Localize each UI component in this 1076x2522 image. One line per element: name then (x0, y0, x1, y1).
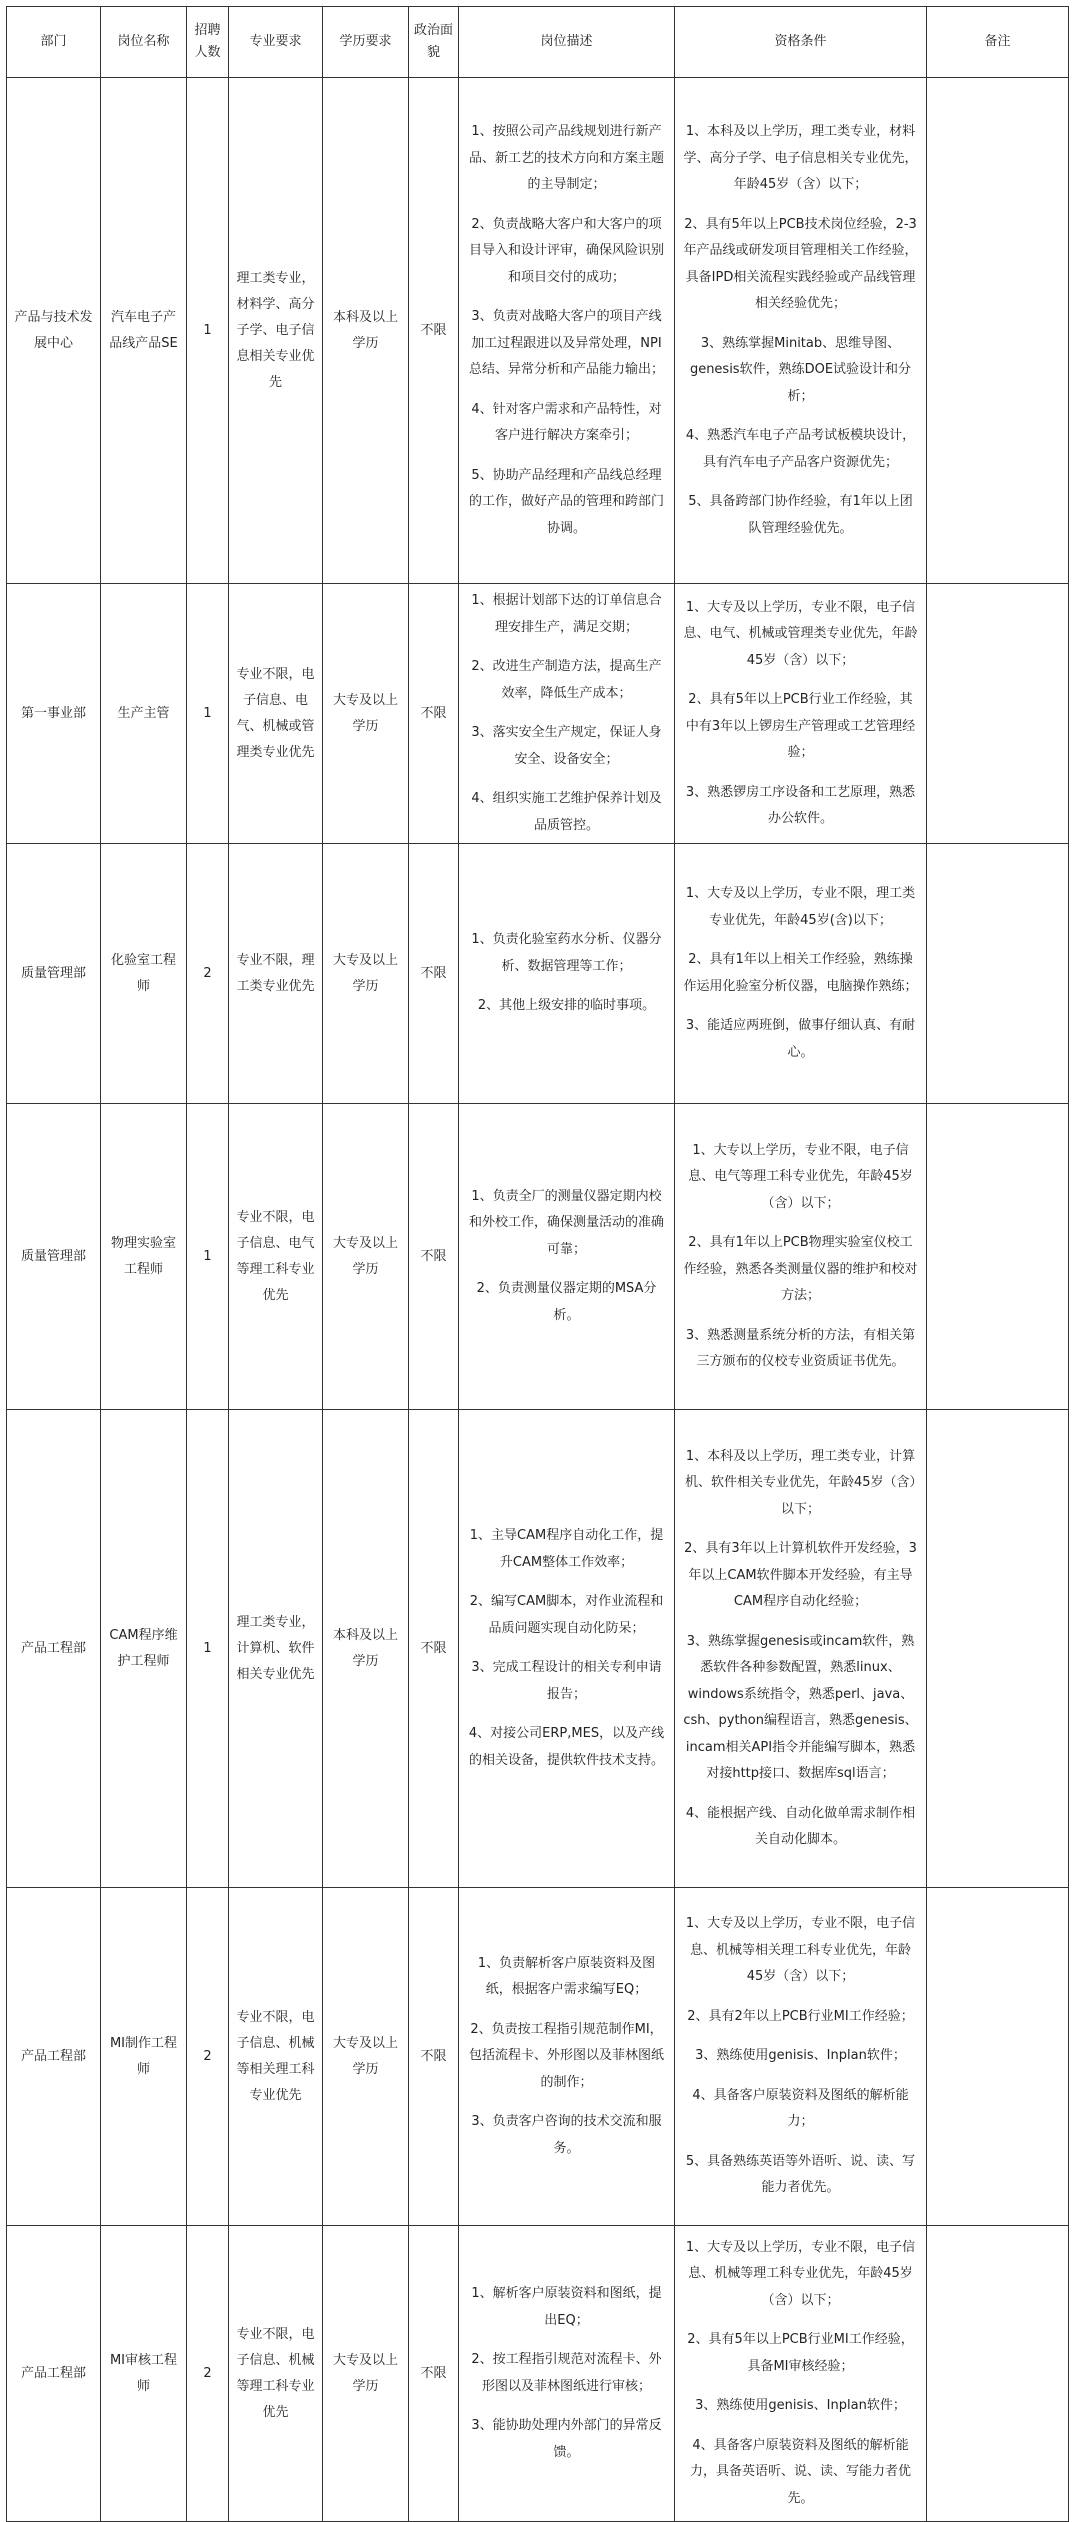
qualification-item: 1、大专及以上学历，专业不限，理工类专业优先，年龄45岁(含)以下； (685, 886, 916, 928)
political-cell: 不限 (409, 1410, 459, 1888)
description-cell (459, 1104, 675, 1410)
qualification-item: 1、大专以上学历，专业不限，电子信息、电气等理工科专业优先，年龄45岁（含）以下； (688, 1142, 913, 1211)
qualification-item: 4、熟悉汽车电子产品考试板模块设计，具有汽车电子产品客户资源优先； (685, 428, 916, 470)
description-item: 1、负责解析客户原装资料及图纸，根据客户需求编写EQ； (477, 1955, 656, 1998)
description-item: 2、负责测量仪器定期的MSA分析。 (476, 1281, 657, 1323)
description-item: 4、针对客户需求和产品特性，对客户进行解决方案牵引； (471, 401, 662, 443)
qualification-item: 3、能适应两班倒，做事仔细认真、有耐心。 (685, 1018, 916, 1060)
description-item: 2、编写CAM脚本，对作业流程和品质问题实现自动化防呆； (469, 1594, 664, 1636)
qualification-item: 1、大专及以上学历，专业不限，电子信息、机械等理工科专业优先，年龄45岁（含）以下； (685, 2239, 916, 2308)
position-cell: 化验室工程师 (101, 844, 187, 1104)
description-item: 4、组织实施工艺维护保养计划及品质管控。 (471, 791, 662, 833)
description-item: 3、负责对战略大客户的项目产线加工过程跟进以及异常处理，NPI总结、异常分析和产品能力输出； (468, 309, 664, 377)
remarks-cell (927, 1104, 1069, 1410)
header-education: 学历要求 (323, 7, 409, 78)
position-cell: MI制作工程师 (101, 1888, 187, 2226)
major-cell: 理工类专业，材料学、高分子学、电子信息相关专业优先 (229, 78, 323, 584)
department-cell: 第一事业部 (7, 584, 101, 844)
remarks-cell (927, 78, 1069, 584)
remarks-cell (927, 844, 1069, 1104)
department-cell: 产品工程部 (7, 1888, 101, 2226)
description-cell (459, 844, 675, 1104)
qualifications-cell (675, 1888, 927, 2226)
headcount-cell: 1 (187, 1104, 229, 1410)
qualifications-cell (675, 844, 927, 1104)
recruitment-table (6, 6, 1069, 2522)
qualifications-cell (675, 2226, 927, 2522)
education-cell: 大专及以上学历 (323, 844, 409, 1104)
department-cell: 质量管理部 (7, 1104, 101, 1410)
table-row (7, 1410, 1069, 1888)
description-item: 1、主导CAM程序自动化工作，提升CAM整体工作效率； (469, 1528, 664, 1570)
description-item: 2、改进生产制造方法，提高生产效率，降低生产成本； (471, 659, 662, 701)
qualification-item: 2、具有5年以上PCB行业MI工作经验，具备MI审核经验； (687, 2332, 914, 2374)
description-item: 3、落实安全生产规定，保证人身安全、设备安全； (471, 725, 662, 767)
description-cell (459, 1888, 675, 2226)
qualification-item: 2、具有1年以上相关工作经验，熟练操作运用化验室分析仪器，电脑操作熟练； (683, 952, 918, 994)
political-cell: 不限 (409, 584, 459, 844)
recruitment-table-wrapper (6, 6, 1069, 2522)
education-cell: 大专及以上学历 (323, 1888, 409, 2226)
qualification-item: 3、熟练使用genisis、Inplan软件； (695, 2048, 906, 2064)
position-cell: 汽车电子产品线产品SE (101, 78, 187, 584)
political-cell: 不限 (409, 1888, 459, 2226)
description-item: 3、能协助处理内外部门的异常反馈。 (471, 2418, 662, 2460)
position-cell: CAM程序维护工程师 (101, 1410, 187, 1888)
education-cell: 大专及以上学历 (323, 584, 409, 844)
remarks-cell (927, 1410, 1069, 1888)
qualification-item: 3、熟悉锣房工序设备和工艺原理，熟悉办公软件。 (685, 784, 916, 826)
header-row (7, 7, 1069, 78)
description-cell (459, 1410, 675, 1888)
table-row (7, 584, 1069, 844)
qualifications-cell (675, 584, 927, 844)
qualification-item: 2、具有5年以上PCB技术岗位经验，2-3年产品线或研发项目管理相关工作经验，具备IPD相关流程实践经验或产品线管理相关经验优先； (683, 216, 918, 311)
qualification-item: 2、具有2年以上PCB行业MI工作经验； (687, 2008, 914, 2024)
headcount-cell: 2 (187, 2226, 229, 2522)
qualifications-cell (675, 78, 927, 584)
description-item: 3、完成工程设计的相关专利申请报告； (471, 1660, 662, 1702)
headcount-cell: 2 (187, 1888, 229, 2226)
major-cell: 理工类专业，计算机、软件相关专业优先 (229, 1410, 323, 1888)
qualification-item: 2、具有1年以上PCB物理实验室仪校工作经验，熟悉各类测量仪器的维护和校对方法； (683, 1235, 918, 1303)
political-cell: 不限 (409, 78, 459, 584)
description-item: 1、根据计划部下达的订单信息合理安排生产，满足交期； (471, 593, 662, 635)
qualification-item: 5、具备熟练英语等外语听、说、读、写能力者优先。 (685, 2153, 916, 2196)
description-item: 1、负责全厂的测量仪器定期内校和外校工作，确保测量活动的准确可靠； (468, 1188, 664, 1257)
header-headcount: 招聘人数 (187, 7, 229, 78)
position-cell: 生产主管 (101, 584, 187, 844)
qualification-item: 4、具备客户原装资料及图纸的解析能力； (692, 2087, 909, 2130)
qualification-item: 3、熟悉测量系统分析的方法，有相关第三方颁布的仪校专业资质证书优先。 (685, 1327, 916, 1369)
qualification-item: 2、具有3年以上计算机软件开发经验，3年以上CAM软件脚本开发经验，有主导CAM程序自动化经验； (684, 1541, 917, 1609)
header-political: 政治面貌 (409, 7, 459, 78)
description-item: 2、负责战略大客户和大客户的项目导入和设计评审，确保风险识别和项目交付的成功； (468, 216, 664, 285)
education-cell: 大专及以上学历 (323, 2226, 409, 2522)
description-item: 1、负责化验室药水分析、仪器分析、数据管理等工作； (471, 932, 662, 974)
education-cell: 本科及以上学历 (323, 1410, 409, 1888)
description-item: 4、对接公司ERP,MES，以及产线的相关设备，提供软件技术支持。 (468, 1726, 665, 1768)
headcount-cell: 1 (187, 78, 229, 584)
table-row (7, 78, 1069, 584)
department-cell: 产品与技术发展中心 (7, 78, 101, 584)
headcount-cell: 2 (187, 844, 229, 1104)
description-item: 2、其他上级安排的临时事项。 (477, 998, 656, 1014)
qualification-item: 5、具备跨部门协作经验，有1年以上团队管理经验优先。 (688, 494, 913, 536)
department-cell: 产品工程部 (7, 2226, 101, 2522)
description-item: 2、负责按工程指引规范制作MI，包括流程卡、外形图以及菲林图纸的制作； (468, 2021, 664, 2090)
description-item: 1、按照公司产品线规划进行新产品、新工艺的技术方向和方案主题的主导制定； (468, 124, 664, 192)
qualification-item: 4、具备客户原装资料及图纸的解析能力，具备英语听、说、读、写能力者优先。 (689, 2437, 911, 2506)
description-cell (459, 78, 675, 584)
table-row (7, 844, 1069, 1104)
qualification-item: 1、大专及以上学历，专业不限，电子信息、机械等相关理工科专业优先，年龄45岁（含）以下； (685, 1916, 916, 1985)
header-remarks: 备注 (927, 7, 1069, 78)
qualification-item: 1、大专及以上学历，专业不限，电子信息、电气、机械或管理类专业优先，年龄45岁（含）以下； (683, 599, 918, 668)
description-item: 2、按工程指引规范对流程卡、外形图以及菲林图纸进行审核； (471, 2352, 662, 2394)
header-description: 岗位描述 (459, 7, 675, 78)
remarks-cell (927, 584, 1069, 844)
headcount-cell: 1 (187, 1410, 229, 1888)
headcount-cell: 1 (187, 584, 229, 844)
major-cell: 专业不限，电子信息、电气、机械或管理类专业优先 (229, 584, 323, 844)
description-cell (459, 584, 675, 844)
qualification-item: 1、本科及以上学历，理工类专业，材料学、高分子学、电子信息相关专业优先，年龄45岁（含）以下； (683, 124, 918, 192)
education-cell: 本科及以上学历 (323, 78, 409, 584)
header-department: 部门 (7, 7, 101, 78)
department-cell: 质量管理部 (7, 844, 101, 1104)
qualification-item: 3、熟练掌握Minitab、思维导图、genesis软件，熟练DOE试验设计和分析； (689, 335, 912, 404)
description-item: 5、协助产品经理和产品线总经理的工作，做好产品的管理和跨部门协调。 (468, 467, 664, 536)
description-item: 1、解析客户原装资料和图纸，提出EQ； (471, 2286, 662, 2328)
major-cell: 专业不限，电子信息、机械等相关理工科专业优先 (229, 1888, 323, 2226)
qualification-item: 3、熟练掌握genesis或incam软件，熟悉软件各种参数配置，熟悉linux、windows系统指令，熟悉perl、java、csh、python编程语言，熟悉genesis、incam相关API指令并能编写脚本，熟悉对接http接口、数据库sql语言； (683, 1633, 918, 1781)
qualification-item: 4、能根据产线、自动化做单需求制作相关自动化脚本。 (685, 1805, 916, 1847)
remarks-cell (927, 2226, 1069, 2522)
major-cell: 专业不限，电子信息、电气等理工科专业优先 (229, 1104, 323, 1410)
major-cell: 专业不限，电子信息、机械等理工科专业优先 (229, 2226, 323, 2522)
table-row (7, 2226, 1069, 2522)
qualification-item: 1、本科及以上学历，理工类专业，计算机、软件相关专业优先，年龄45岁（含）以下； (684, 1448, 917, 1517)
major-cell: 专业不限，理工类专业优先 (229, 844, 323, 1104)
political-cell: 不限 (409, 1104, 459, 1410)
position-cell: MI审核工程师 (101, 2226, 187, 2522)
qualification-item: 3、熟练使用genisis、Inplan软件； (695, 2398, 906, 2414)
political-cell: 不限 (409, 2226, 459, 2522)
remarks-cell (927, 1888, 1069, 2226)
description-item: 3、负责客户咨询的技术交流和服务。 (471, 2114, 662, 2156)
qualification-item: 2、具有5年以上PCB行业工作经验，其中有3年以上锣房生产管理或工艺管理经验； (685, 692, 916, 760)
qualifications-cell (675, 1104, 927, 1410)
education-cell: 大专及以上学历 (323, 1104, 409, 1410)
description-cell (459, 2226, 675, 2522)
position-cell: 物理实验室工程师 (101, 1104, 187, 1410)
table-row (7, 1888, 1069, 2226)
qualifications-cell (675, 1410, 927, 1888)
header-position: 岗位名称 (101, 7, 187, 78)
political-cell: 不限 (409, 844, 459, 1104)
header-major: 专业要求 (229, 7, 323, 78)
department-cell: 产品工程部 (7, 1410, 101, 1888)
header-qualifications: 资格条件 (675, 7, 927, 78)
table-row (7, 1104, 1069, 1410)
